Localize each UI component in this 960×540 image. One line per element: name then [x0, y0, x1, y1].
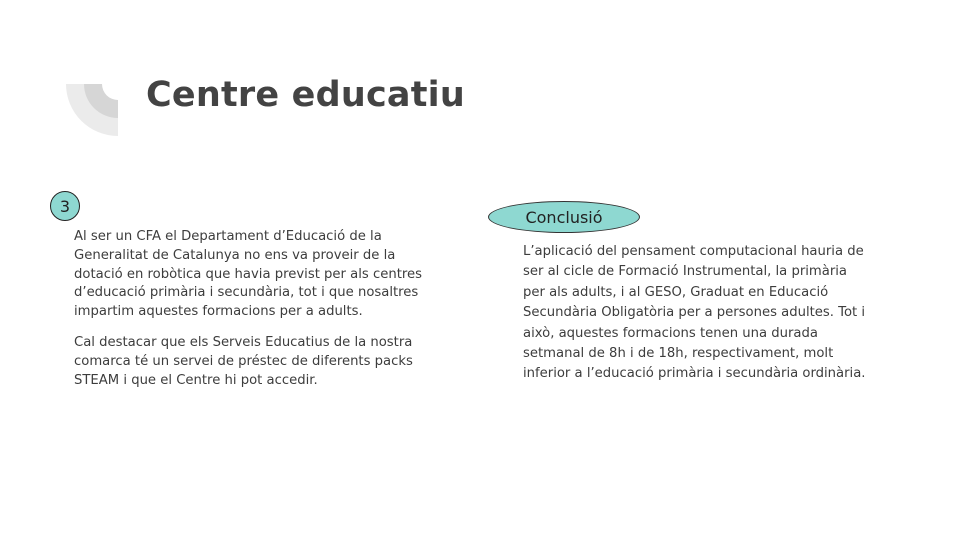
- left-paragraph-1: Al ser un CFA el Departament d’Educació de la Generalitat de Catalunya no ens va proveir de la dotació en robòtica que havia previst per als centres d’educació primària i secundària, tot i que nosaltres impartim aquestes formacions per a adults.: [74, 229, 422, 320]
- left-text-column: [74, 228, 424, 402]
- decorative-quarter-circles: [66, 84, 118, 136]
- conclusion-label-pill: Conclusió: [488, 201, 640, 233]
- section-number-badge: 3: [50, 191, 80, 221]
- conclusion-text-column: [523, 242, 868, 385]
- left-paragraph-2: Cal destacar que els Serveis Educatius de la nostra comarca té un servei de préstec de diferents packs STEAM i que el Centre hi pot accedir.: [74, 334, 413, 388]
- slide-title: Centre educatiu: [146, 75, 465, 115]
- conclusion-paragraph: L’aplicació del pensament computacional hauria de ser al cicle de Formació Instrumental, la primària per als adults, i al GESO, Graduat en Educació Secundària Obligatòria per a persones adultes. Tot i això, aquestes formacions tenen una durada setmanal de 8h i de 18h, respectivament, molt inferior a l’educació primària i secundària ordinària.: [523, 244, 866, 382]
